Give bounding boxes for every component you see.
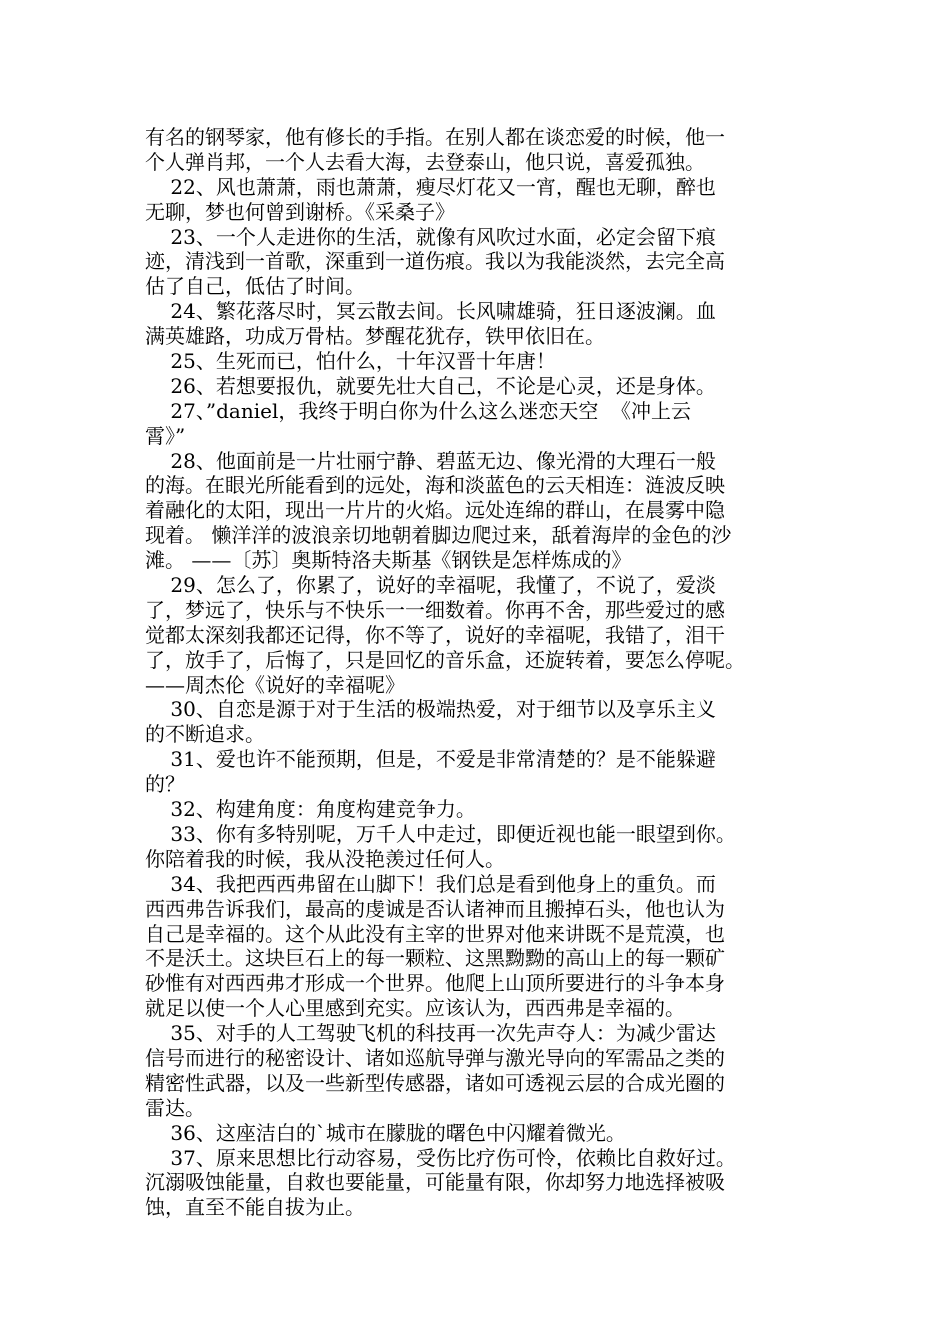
text-line: 沉溺吸蚀能量，自救也要能量，可能量有限，你却努力地选择被吸	[145, 1170, 725, 1195]
text-line: 迹，清浅到一首歌，深重到一道伤痕。我以为我能淡然，去完全高	[145, 249, 725, 274]
text-line: 霄》”	[145, 423, 186, 448]
text-line: 的不断追求。	[145, 722, 265, 747]
document-body	[145, 125, 825, 1220]
text-line: 现着。 懒洋洋的波浪亲切地朝着脚边爬过来，舐着海岸的金色的沙	[145, 523, 732, 548]
text-line: 了，梦远了，快乐与不快乐一一细数着。你再不舍，那些爱过的感	[145, 597, 725, 622]
text-line: 蚀，直至不能自拔为止。	[145, 1195, 365, 1220]
text-line: 27、”daniel，我终于明白你为什么这么迷恋天空 《冲上云	[145, 398, 692, 423]
text-line: 估了自己，低估了时间。	[145, 274, 365, 299]
text-line: 个人弹肖邦，一个人去看大海，去登泰山，他只说，喜爱孤独。	[145, 149, 705, 174]
text-line: 34、我把西西弗留在山脚下！我们总是看到他身上的重负。而	[145, 871, 716, 896]
text-line: 有名的钢琴家，他有修长的手指。在别人都在谈恋爱的时候，他一	[145, 125, 725, 149]
text-line: ——周杰伦《说好的幸福呢》	[145, 672, 405, 697]
text-line: 32、构建角度：角度构建竞争力。	[145, 797, 476, 822]
text-line: 精密性武器，以及一些新型传感器，诸如可透视云层的合成光圈的	[145, 1070, 725, 1095]
text-line: 砂惟有对西西弗才形成一个世界。他爬上山顶所要进行的斗争本身	[145, 971, 725, 996]
text-line: 雷达。	[145, 1095, 205, 1120]
text-line: 着融化的太阳，现出一片片的火焰。远处连绵的群山，在晨雾中隐	[145, 498, 725, 523]
text-line: 23、一个人走进你的生活，就像有风吹过水面，必定会留下痕	[145, 224, 716, 249]
text-line: 36、这座洁白的`城市在朦胧的曙色中闪耀着微光。	[145, 1120, 626, 1145]
text-line: 25、生死而已，怕什么，十年汉晋十年唐！	[145, 349, 556, 374]
text-line: 37、原来思想比行动容易，受伤比疗伤可怜，依赖比自救好过。	[145, 1145, 736, 1170]
text-line: 觉都太深刻我都还记得，你不等了，说好的幸福呢，我错了，泪干	[145, 622, 725, 647]
text-line: 的海。在眼光所能看到的远处，海和淡蓝色的云天相连：涟波反映	[145, 473, 725, 498]
text-line: 31、爱也许不能预期，但是，不爱是非常清楚的？是不能躲避	[145, 747, 716, 772]
text-line: 了，放手了，后悔了，只是回忆的音乐盒，还旋转着，要怎么停呢。	[145, 647, 745, 672]
text-line: 自己是幸福的。这个从此没有主宰的世界对他来讲既不是荒漠，也	[145, 921, 725, 946]
text-line: 就足以使一个人心里感到充实。应该认为，西西弗是幸福的。	[145, 996, 685, 1021]
text-line: 24、繁花落尽时，冥云散去间。长风啸雄骑，狂日逐波澜。血	[145, 299, 716, 324]
text-line: 29、怎么了，你累了，说好的幸福呢，我懂了，不说了，爱淡	[145, 573, 716, 598]
text-line: 26、若想要报仇，就要先壮大自己，不论是心灵，还是身体。	[145, 373, 716, 398]
text-line: 无聊，梦也何曾到谢桥。《采桑子》	[145, 199, 455, 224]
text-line: 信号而进行的秘密设计、诸如巡航导弹与激光导向的军需品之类的	[145, 1045, 725, 1070]
text-line: 30、自恋是源于对于生活的极端热爱，对于细节以及享乐主义	[145, 697, 716, 722]
text-line: 不是沃土。这块巨石上的每一颗粒、这黑黝黝的高山上的每一颗矿	[145, 946, 725, 971]
text-line: 22、风也萧萧，雨也萧萧，瘦尽灯花又一宵，醒也无聊，醉也	[145, 174, 716, 199]
text-line: 33、你有多特别呢，万千人中走过，即便近视也能一眼望到你。	[145, 821, 736, 846]
text-line: 满英雄路，功成万骨枯。梦醒花犹存，铁甲依旧在。	[145, 324, 605, 349]
text-line: 滩。 ——〔苏〕奥斯特洛夫斯基《钢铁是怎样炼成的》	[145, 548, 632, 573]
text-line: 28、他面前是一片壮丽宁静、碧蓝无边、像光滑的大理石一般	[145, 448, 716, 473]
text-line: 你陪着我的时候，我从没艳羡过任何人。	[145, 846, 505, 871]
text-line: 的？	[145, 772, 185, 797]
text-line: 35、对手的人工驾驶飞机的科技再一次先声夺人：为减少雷达	[145, 1021, 716, 1046]
text-line: 西西弗告诉我们，最高的虔诚是否认诸神而且搬掉石头，他也认为	[145, 896, 725, 921]
